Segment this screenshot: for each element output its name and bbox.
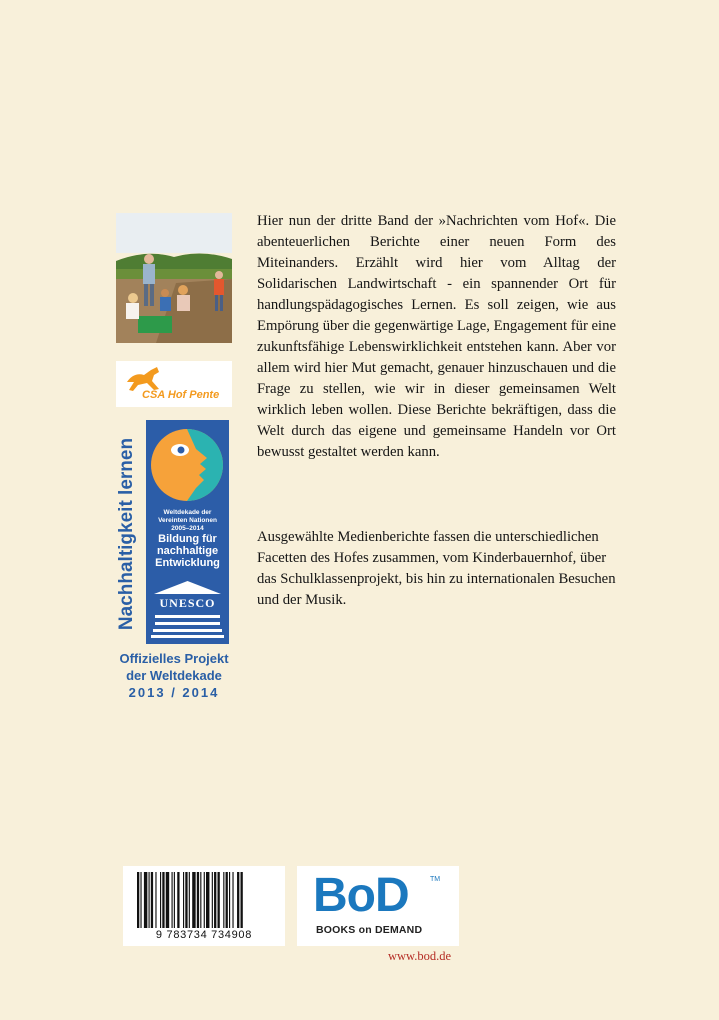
barcode-bar bbox=[223, 872, 224, 928]
unesco-text: UNESCO bbox=[159, 596, 216, 610]
publisher-url[interactable]: www.bod.de bbox=[388, 949, 452, 963]
barcode-bar bbox=[162, 872, 164, 928]
vertical-slogan-text: Nachhaltigkeit lernen bbox=[116, 437, 137, 630]
barcode-bar bbox=[155, 872, 156, 928]
barcode-bar bbox=[140, 872, 141, 928]
barcode-bar bbox=[204, 872, 205, 928]
bod-tagline: BOOKS on DEMAND bbox=[316, 924, 423, 936]
barcode-bar bbox=[218, 872, 220, 928]
barcode-bar bbox=[185, 872, 187, 928]
description-paragraph-1: Hier nun der dritte Band der »Nachrichten vom Hof«. Die abenteuerlichen Berichte einer neuen Form des Miteinanders. Erzählt wird hier vom Alltag der Solidarischen Landwirtschaft - ein spannender Ort für handlungspädagogisches Lernen. Es soll zeigen, wie aus Empörung über die gegenwärtige Lage, Engagement für eine zukunftsfähige Lebenswirklichkeit entstehen kann. Aber vor allem wird hier Mut gemacht, genauer hinzuschauen und die Frage zu stellen, wie wir in dieser gemeinsamen Welt wirklich leben wollen. Diese Berichte bekräftigen, dass die Welt durch das eigene und gemeinsame Handeln vor Ort bewusst gestaltet werden kann. bbox=[257, 213, 616, 460]
bildung-text: Bildung für nachhaltige Entwicklung bbox=[155, 533, 220, 569]
csa-logo-text: CSA Hof Pente bbox=[142, 389, 220, 401]
barcode-bar bbox=[200, 872, 201, 928]
isbn-number: 9 783734 734908 bbox=[155, 929, 253, 941]
face-profile-icon bbox=[150, 424, 225, 506]
barcode-bar bbox=[137, 872, 139, 928]
csa-hof-pente-logo bbox=[116, 361, 232, 407]
isbn-barcode bbox=[123, 866, 285, 946]
project-years: 2013 / 2014 bbox=[128, 685, 220, 700]
barcode-bar bbox=[212, 872, 213, 928]
barcode-bar bbox=[241, 872, 243, 928]
weltdekade-small-text: Weltdekade der Vereinten Nationen 2005–2014 bbox=[158, 509, 217, 532]
vertical-slogan bbox=[113, 420, 141, 647]
barcode-bars bbox=[137, 872, 271, 928]
barcode-bar bbox=[183, 872, 184, 928]
barcode-bar bbox=[172, 872, 173, 928]
official-project-label: Offizielles Projekt der Weltdekade 2013 / 2014 bbox=[116, 650, 232, 701]
barcode-bar bbox=[151, 872, 153, 928]
barcode-bar bbox=[206, 872, 209, 928]
barcode-bar bbox=[192, 872, 195, 928]
barcode-bar bbox=[177, 872, 179, 928]
bod-logo bbox=[297, 866, 459, 946]
barcode-bar bbox=[237, 872, 239, 928]
bod-trademark: TM bbox=[430, 876, 441, 883]
barcode-bar bbox=[226, 872, 228, 928]
farm-photo bbox=[116, 213, 232, 343]
barcode-bar bbox=[166, 872, 169, 928]
barcode-bar bbox=[197, 872, 199, 928]
barcode-bar bbox=[149, 872, 150, 928]
barcode-bar bbox=[160, 872, 161, 928]
description-paragraph-2: Ausgewählte Medienberichte fassen die unterschiedlichen Facetten des Hofes zusammen, vom Kinderbauernhof, über das Schulklassenprojekt, bis hin zu internationalen Besuchen und der Musik. bbox=[257, 529, 616, 608]
barcode-bar bbox=[229, 872, 230, 928]
bod-logo-text: BoD bbox=[313, 869, 409, 922]
barcode-bar bbox=[214, 872, 216, 928]
barcode-bar bbox=[144, 872, 147, 928]
barcode-bar bbox=[232, 872, 233, 928]
barcode-bar bbox=[174, 872, 175, 928]
barcode-bar bbox=[189, 872, 190, 928]
weltdekade-badge bbox=[146, 420, 229, 644]
